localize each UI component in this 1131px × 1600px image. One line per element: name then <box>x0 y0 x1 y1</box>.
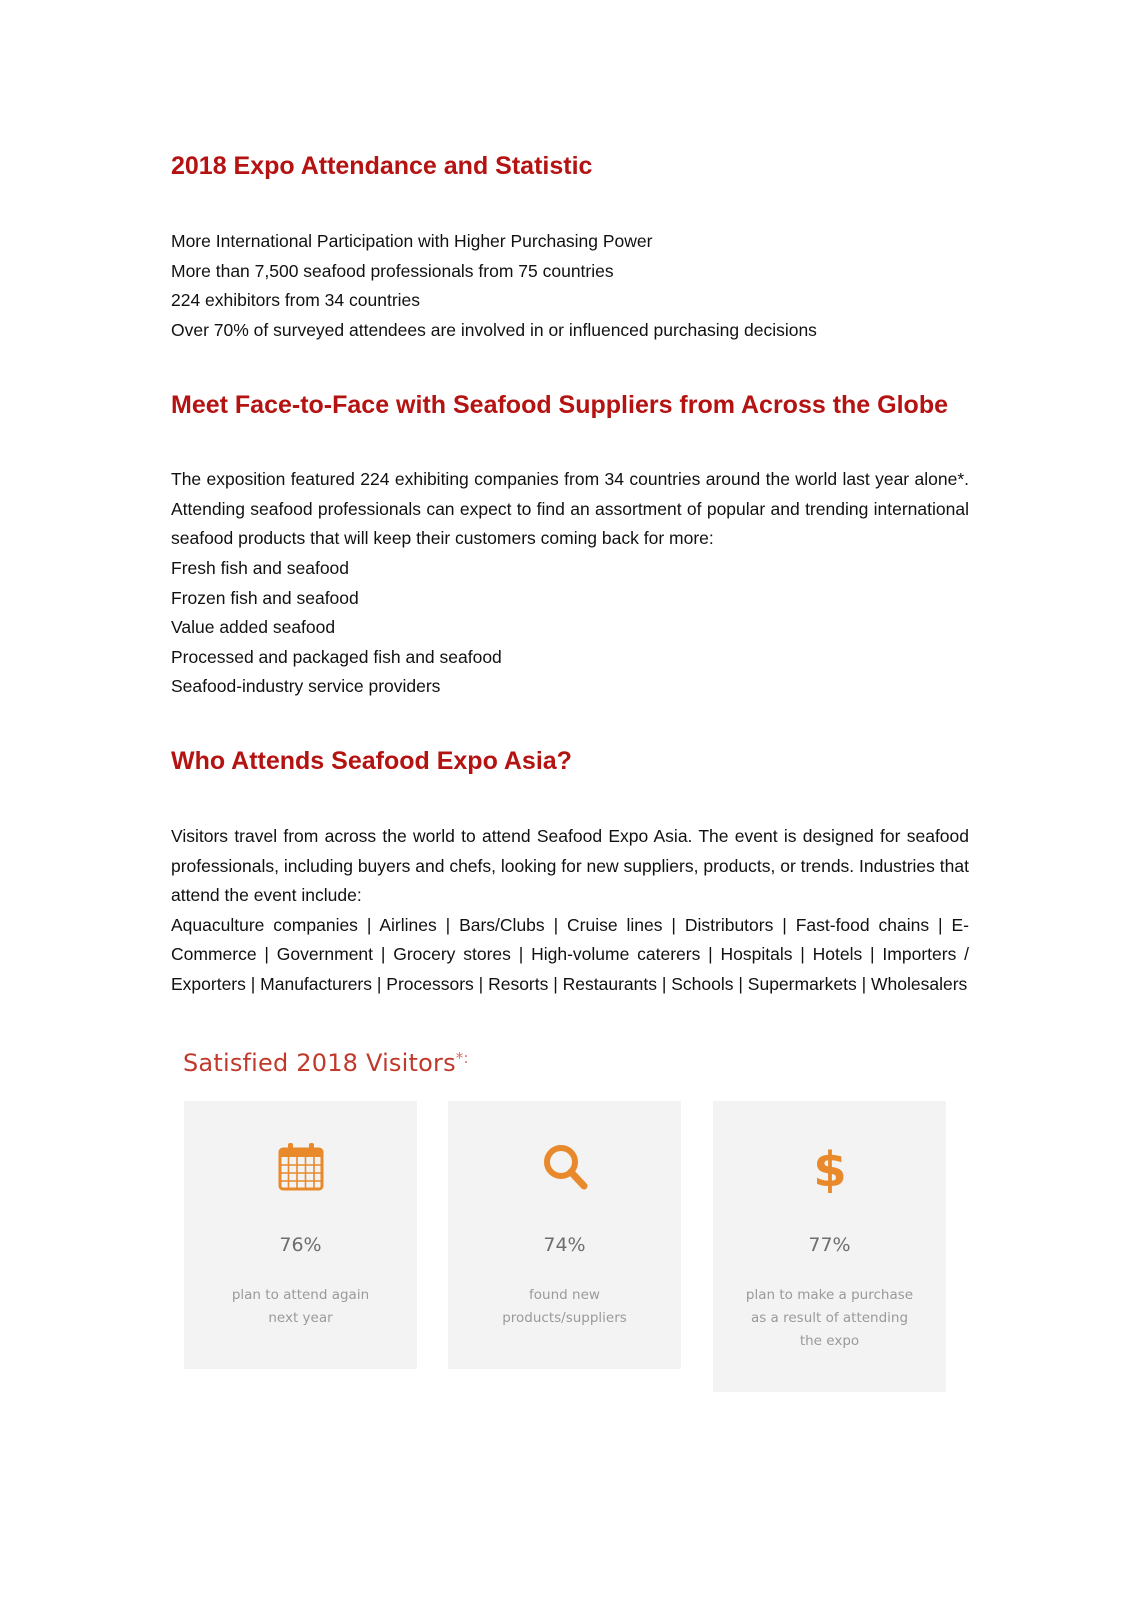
satisfied-visitors-title <box>183 1049 469 1077</box>
dollar-icon <box>805 1141 855 1193</box>
list-item: Value added seafood <box>171 617 336 638</box>
list-item: Frozen fish and seafood <box>171 587 359 608</box>
attendance-stats-list <box>171 227 969 345</box>
stat-card-found-new <box>448 1101 681 1369</box>
stat-description-line: the expo <box>799 1333 860 1349</box>
list-item: Seafood-industry service providers <box>171 676 441 697</box>
list-item: Over 70% of surveyed attendees are involved in or influenced purchasing decisions <box>171 319 817 340</box>
list-item: More International Participation with Higher Purchasing Power <box>171 231 653 251</box>
industries-list: Aquaculture companies | Airlines | Bars/Clubs | Cruise lines | Distributors | Fast-food chains | E-Commerce | Government | Grocery stores | High-volume caterers | Hospitals | Hotels | Importers / Exporters | Manufacturers | Processors | Resorts | Restaurants | Schools | Supermarkets | Wholesalers <box>171 914 969 994</box>
attendance-heading: 2018 Expo Attendance and Statistic <box>171 152 593 180</box>
who-attends-text <box>171 822 969 1000</box>
suppliers-heading: Meet Face-to-Face with Seafood Suppliers from Across the Globe <box>171 391 948 419</box>
stat-description-line: plan to attend again <box>231 1287 370 1303</box>
list-item: Processed and packaged fish and seafood <box>171 646 502 667</box>
svg-text:$: $ <box>812 1142 847 1193</box>
calendar-icon <box>276 1141 326 1193</box>
products-list <box>171 554 969 702</box>
stat-description-line: found new <box>529 1287 600 1303</box>
stat-percent: 74% <box>543 1234 586 1256</box>
stat-description-line: next year <box>268 1310 333 1326</box>
stat-percent: 76% <box>279 1234 322 1256</box>
stat-card-attend-again <box>184 1101 417 1369</box>
stat-percent: 77% <box>808 1234 851 1256</box>
suppliers-paragraph: The exposition featured 224 exhibiting companies from 34 countries around the world last year alone*. Attending seafood professionals can expect to find an assortment of popular and trending international seafood products that will keep their customers coming back for more: <box>171 469 969 549</box>
stat-card-purchase <box>713 1101 946 1392</box>
who-attends-heading: Who Attends Seafood Expo Asia? <box>171 747 572 775</box>
stat-description-line: as a result of attending <box>750 1310 909 1326</box>
stat-description-line: products/suppliers <box>502 1310 627 1326</box>
search-icon <box>540 1141 590 1193</box>
list-item: More than 7,500 seafood professionals from 75 countries <box>171 260 614 281</box>
list-item: Fresh fish and seafood <box>171 558 350 578</box>
footnote-mark: *: <box>455 1049 469 1067</box>
list-item: 224 exhibitors from 34 countries <box>171 290 421 311</box>
satisfied-title-text: Satisfied 2018 Visitors <box>183 1049 456 1077</box>
stat-description <box>214 1284 387 1330</box>
stat-description <box>743 1284 916 1353</box>
stat-description-line: plan to make a purchase <box>745 1287 914 1303</box>
who-attends-paragraph: Visitors travel from across the world to attend Seafood Expo Asia. The event is designed for seafood professionals, including buyers and chefs, looking for new suppliers, products, or trends. Industries that attend the event include: <box>171 826 969 906</box>
stat-description <box>478 1284 651 1330</box>
